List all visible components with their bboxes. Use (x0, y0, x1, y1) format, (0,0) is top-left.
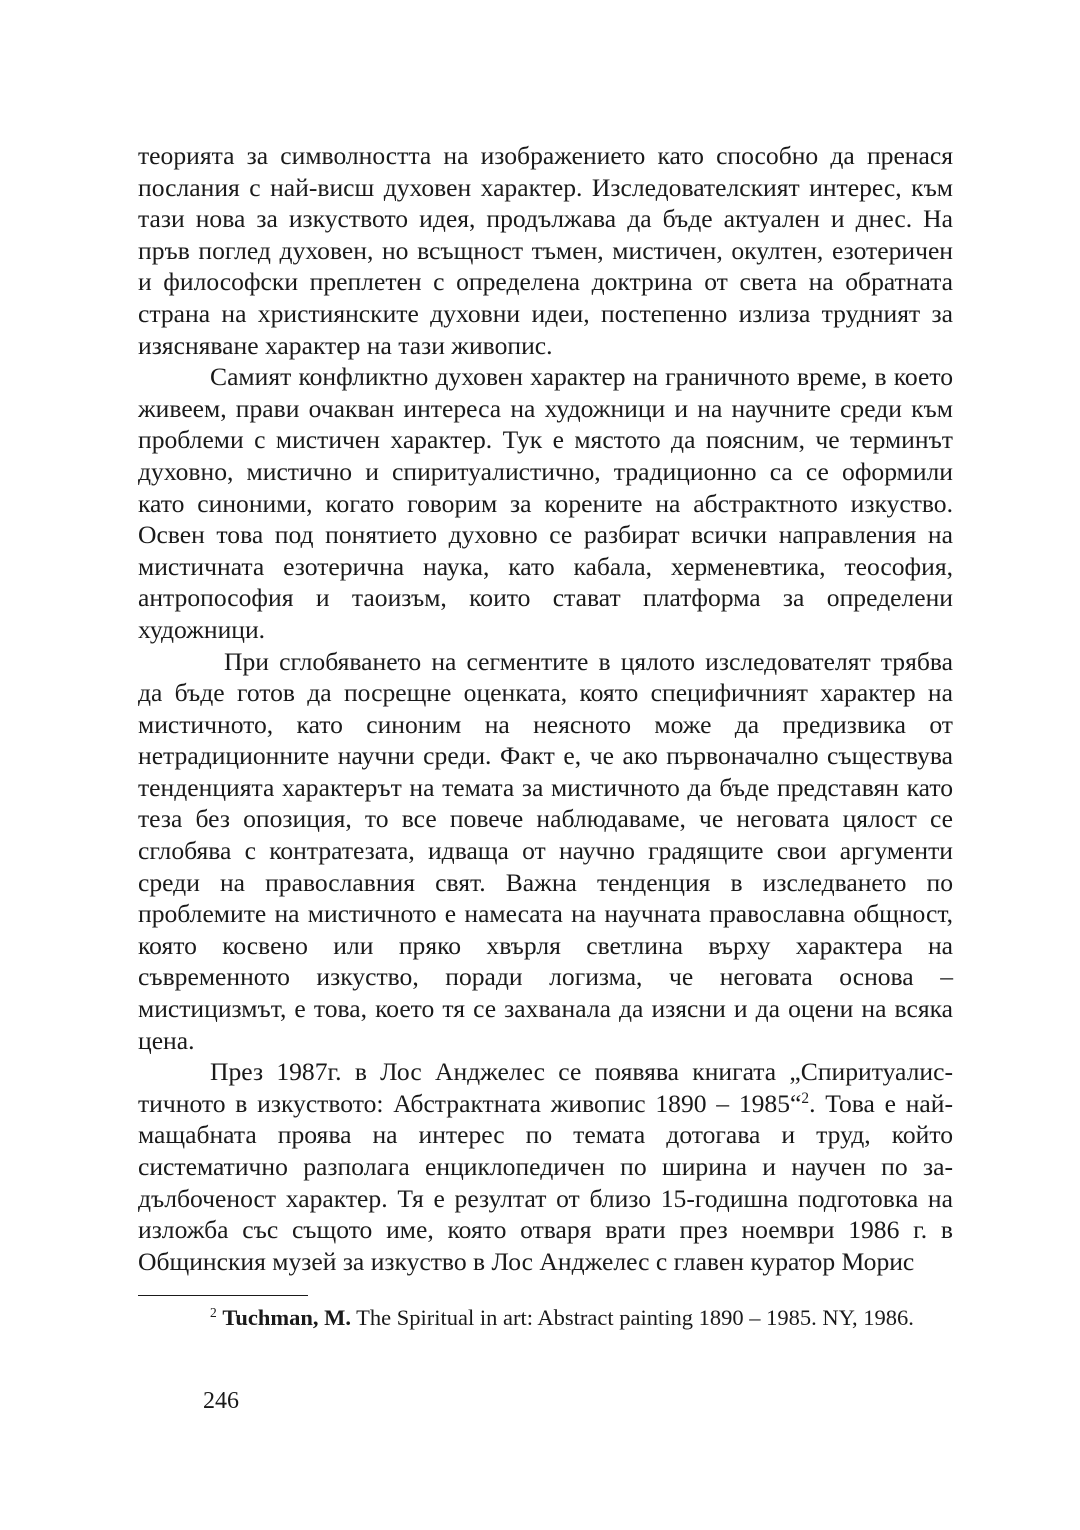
footnote-author: Tuchman, M. (222, 1305, 351, 1330)
paragraph-4 (138, 1056, 953, 1277)
footnote-text: The Spiritual in art: Abstract painting 1890 – 1985. NY, 1986. (350, 1305, 914, 1330)
footnote-marker: 2 (210, 1304, 217, 1320)
paragraph-4-text-end: . Това е най-мащабната проява на интерес по темата дотогава и труд, който систематично разполага енциклопедичен по ширина и научен по задълбоченост характер. Тя е резултат от близо 15-годишна подготовка на изложба със същото име, която отваря врати през ноември 1986 г. в Общинския музей за изкуство в Лос Анджелес с главен куратор Морис (138, 1088, 953, 1276)
footnote (138, 1302, 953, 1333)
page-body (138, 140, 953, 1277)
paragraph-1: теорията за символността на изображението като способно да пренася послания с най-висш духовен характер. Изследователският интерес, към тази нова за изкуството идея, продължава да бъде актуален и днес. На пръв поглед духовен, но всъщност тъмен, мистичен, окултен, езотеричен и философски преплетен с определена доктрина от света на обратната страна на християнските духовни идеи, постепенно излиза трудният за изясняване характер на тази живопис. (138, 141, 953, 360)
paragraph-3: При сглобяването на сегментите в цялото изследователят трябва да бъде готов да посрещне оценката, която специфичният характер на мистичното, като синоним на неясното може да предизвика от нетрадиционните научни среди. Факт е, че ако първоначално съществува тенденцията характерът на темата за мистичното да бъде представян като теза без опозиция, то все повече наблюдаваме, че неговата цялост се сглобява с контратезата, идваща от научно градящите свои аргументи среди на православния свят. Важна тенденция в изследването по проблемите на мистичното е намесата на научната православна общност, която косвено или пряко хвърля светлина върху характера на съвременното изкуство, поради логизма, че неговата основа – мистицизмът, е това, което тя се захванала да изясни и да оцени на всяка цена. (138, 646, 953, 1055)
page-number: 246 (203, 1388, 239, 1414)
paragraph-2: Самият конфликтно духовен характер на граничното време, в което живеем, прави очакван интереса на художници и на научните среди към проблеми с мистичен характер. Тук е мястото да поясним, че терминът духовно, мистично и спиритуалистично, традиционно са се оформили като синоними, когато говорим за корените на абстрактното изкуство. Освен това под понятието духовно се разбират всички направления на мистичната езотерична наука, като кабала, херменевтика, теософия, антропософия и таоизъм, които стават платформа за определени художници. (138, 362, 953, 644)
footnote-separator (138, 1295, 308, 1296)
footnote-reference: 2 (801, 1089, 810, 1107)
paragraph-4-text-start: През 1987г. в Лос Анджелес се появява книгата „Спиритуалистичното в изкуството: Абстрактната живопис 1890 – 1985“ (138, 1057, 953, 1118)
